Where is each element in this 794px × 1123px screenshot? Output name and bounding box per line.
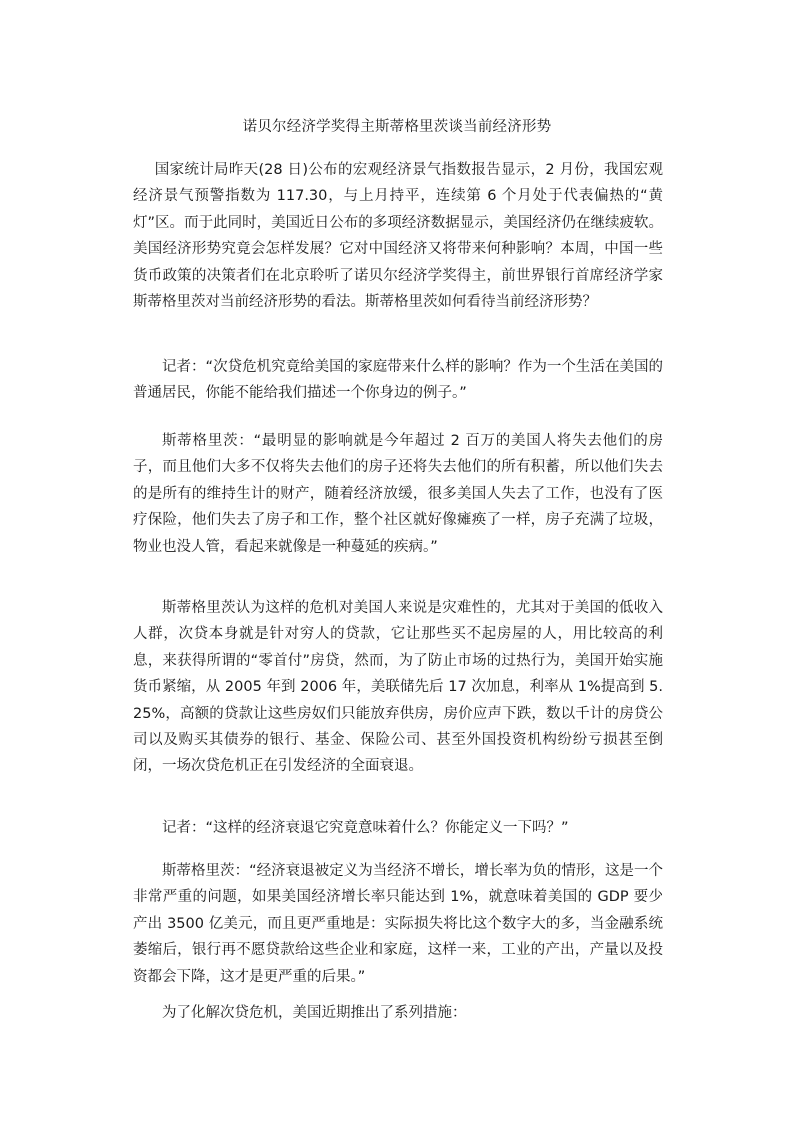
paragraph-intro: 国家统计局昨天(28 日)公布的宏观经济景气指数报告显示，2 月份，我国宏观经济景气预警指数为 117.30，与上月持平，连续第 6 个月处于代表偏热的“黄灯”区。而于此同时，美国近日公布的多项经济数据显示，美国经济仍在继续疲软。美国经济形势究竟会怎样发展？它对中国经济又将带来何种影响？本周，中国一些货币政策的决策者们在北京聆听了诺贝尔经济学奖得主，前世界银行首席经济学家斯蒂格里茨对当前经济形势的看法。斯蒂格里茨如何看待当前经济形势？ <box>133 162 663 311</box>
paragraph-stiglitz-answer-1: 斯蒂格里茨：“最明显的影响就是今年超过 2 百万的美国人将失去他们的房子，而且他们大多不仅将失去他们的房子还将失去他们的所有积蓄，所以他们失去的是所有的维持生计的财产，随着经济放缓，很多美国人失去了工作，也没有了医疗保险，他们失去了房子和工作，整个社区就好像瘫痪了一样，房子充满了垃圾，物业也没人管，看起来就像是一种蔓延的疾病。” <box>133 433 663 555</box>
paragraph-reporter-question-1: 记者：“次贷危机究竟给美国的家庭带来什么样的影响？作为一个生活在美国的普通居民，你能不能给我们描述一个你身边的例子。” <box>133 359 663 402</box>
paragraph-stiglitz-answer-2: 斯蒂格里茨：“经济衰退被定义为当经济不增长，增长率为负的情形，这是一个非常严重的问题，如果美国经济增长率只能达到 1%，就意味着美国的 GDP 要少产出 3500 亿美元，而且更严重地是：实际损失将比这个数字大的多，当金融系统萎缩后，银行再不愿贷款给这些企业和家庭，这样一来，工业的产出，产量以及投资都会下降，这才是更严重的后果。” <box>133 863 663 985</box>
paragraph-measures: 为了化解次贷危机，美国近期推出了系列措施： <box>162 1005 467 1021</box>
document-title: 诺贝尔经济学奖得主斯蒂格里茨谈当前经济形势 <box>242 119 552 135</box>
paragraph-reporter-question-2: 记者：“这样的经济衰退它究竟意味着什么？你能定义一下吗？” <box>162 820 569 836</box>
paragraph-analysis: 斯蒂格里茨认为这样的危机对美国人来说是灾难性的，尤其对于美国的低收入人群，次贷本身就是针对穷人的贷款，它让那些买不起房屋的人，用比较高的利息，来获得所谓的“零首付”房贷，然而，为了防止市场的过热行为，美国开始实施货币紧缩，从 2005 年到 2006 年，美联储先后 17 次加息，利率从 1%提高到 5.25%，高额的贷款让这些房奴们只能放弃供房，房价应声下跌，数以千计的房贷公司以及购买其债券的银行、基金、保险公司、甚至外国投资机构纷纷亏损甚至倒闭，一场次贷危机正在引发经济的全面衰退。 <box>133 600 663 775</box>
